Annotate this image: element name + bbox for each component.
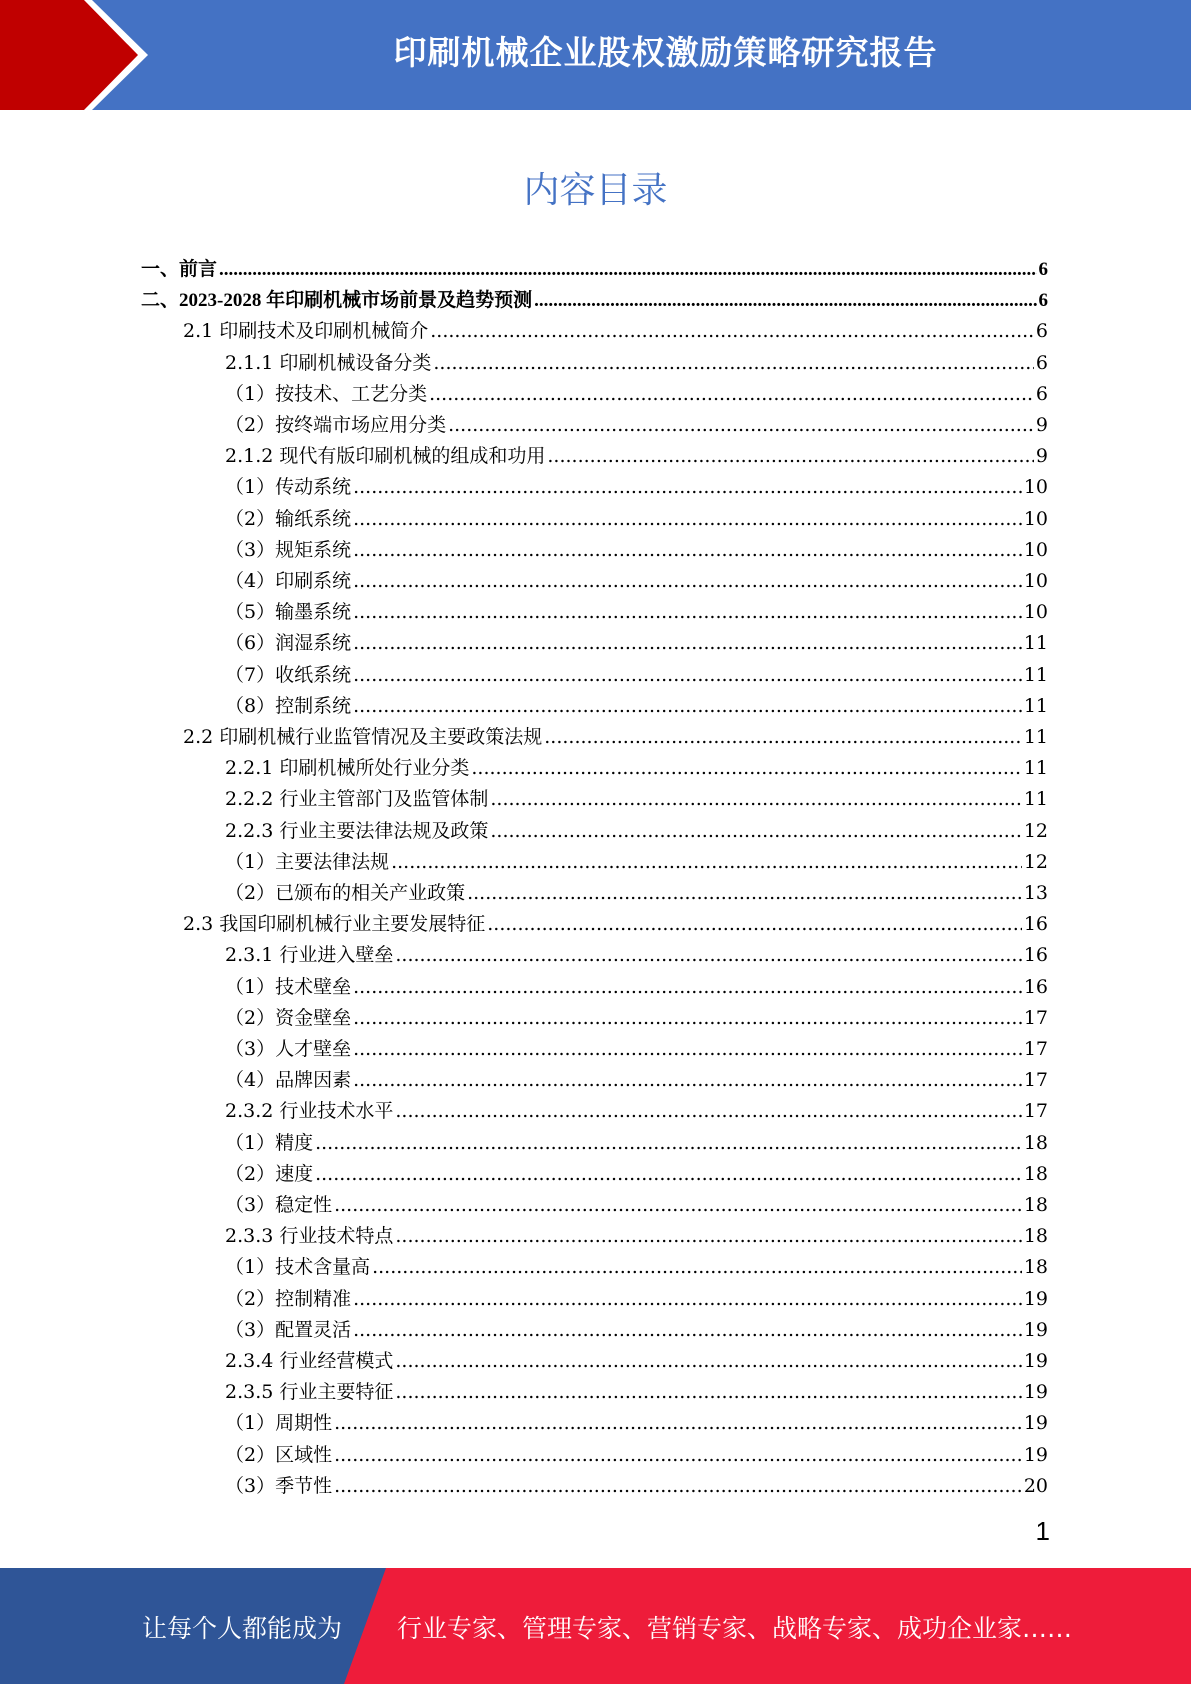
toc-dot-leader xyxy=(430,316,1034,347)
toc-entry[interactable] xyxy=(183,909,1048,940)
toc-entry[interactable] xyxy=(225,566,1048,597)
toc-dot-leader xyxy=(353,1315,1022,1346)
toc-entry[interactable] xyxy=(225,1190,1048,1221)
toc-entry[interactable] xyxy=(225,1034,1048,1065)
toc-dot-leader xyxy=(395,1346,1021,1377)
toc-entry-page: 16 xyxy=(1023,944,1048,967)
toc-entry-title: （2）区域性 xyxy=(225,1443,333,1466)
toc-dot-leader xyxy=(487,909,1022,940)
toc-dot-leader xyxy=(334,1190,1022,1221)
toc-entry-title: （3）人才壁垒 xyxy=(225,1038,352,1060)
toc-entry-page: 18 xyxy=(1023,1131,1048,1154)
toc-entry-page: 9 xyxy=(1035,445,1048,468)
toc-entry-page: 10 xyxy=(1023,476,1048,499)
toc-entry-page: 19 xyxy=(1023,1350,1048,1372)
toc-entry[interactable] xyxy=(225,847,1048,878)
toc-dot-leader xyxy=(395,940,1021,971)
toc-entry[interactable] xyxy=(225,1252,1048,1283)
toc-entry-title: 2.1.1 印刷机械设备分类 xyxy=(225,351,432,374)
toc-entry-page: 6 xyxy=(1038,259,1048,280)
toc-dot-leader xyxy=(395,1221,1021,1252)
toc-entry-title: 2.1 印刷技术及印刷机械简介 xyxy=(183,320,429,343)
toc-entry[interactable] xyxy=(225,1315,1048,1346)
toc-dot-leader xyxy=(334,1471,1022,1502)
toc-entry-title: （2）按终端市场应用分类 xyxy=(225,414,447,436)
toc-entry[interactable] xyxy=(225,1377,1048,1408)
toc-dot-leader xyxy=(490,784,1021,815)
toc-entry-title: （2）输纸系统 xyxy=(225,507,352,530)
toc-entry[interactable] xyxy=(225,348,1048,379)
toc-dot-leader xyxy=(315,1128,1022,1159)
toc-entry[interactable] xyxy=(225,1471,1048,1502)
toc-entry-title: （1）精度 xyxy=(225,1131,314,1154)
toc-entry[interactable] xyxy=(225,379,1048,410)
toc-entry-page: 12 xyxy=(1023,850,1048,873)
toc-entry-page: 18 xyxy=(1023,1225,1048,1248)
toc-entry[interactable] xyxy=(225,1221,1048,1252)
toc-entry[interactable] xyxy=(225,784,1048,815)
toc-entry[interactable] xyxy=(141,254,1048,285)
toc-entry-page: 17 xyxy=(1023,1100,1048,1123)
toc-entry-title: 2.2 印刷机械行业监管情况及主要政策法规 xyxy=(183,726,543,748)
toc-dot-leader xyxy=(353,504,1022,535)
page-footer xyxy=(0,1568,1191,1684)
toc-dot-leader xyxy=(353,1065,1022,1096)
toc-dot-leader xyxy=(429,379,1034,410)
toc-entry-title: （3）季节性 xyxy=(225,1474,333,1497)
toc-entry-page: 9 xyxy=(1035,414,1048,436)
toc-entry-page: 11 xyxy=(1023,632,1048,655)
toc-entry[interactable] xyxy=(225,597,1048,628)
toc-entry-page: 10 xyxy=(1023,507,1048,530)
toc-entry[interactable] xyxy=(141,285,1048,316)
toc-dot-leader xyxy=(334,1440,1022,1471)
toc-entry-page: 17 xyxy=(1023,1069,1048,1092)
toc-dot-leader xyxy=(353,628,1022,659)
toc-entry-page: 18 xyxy=(1023,1162,1048,1185)
toc-dot-leader xyxy=(353,1003,1022,1034)
toc-entry-title: 二、2023-2028 年印刷机械市场前景及趋势预测 xyxy=(141,290,533,312)
toc-dot-leader xyxy=(544,722,1022,753)
toc-entry-page: 10 xyxy=(1023,601,1048,624)
toc-entry-page: 13 xyxy=(1023,882,1048,904)
toc-entry-page: 19 xyxy=(1023,1318,1048,1341)
toc-entry-title: （3）配置灵活 xyxy=(225,1318,352,1341)
toc-entry-page: 6 xyxy=(1035,320,1048,343)
footer-slogan-right: 行业专家、管理专家、营销专家、战略专家、成功企业家…… xyxy=(397,1614,1073,1643)
toc-entry-title: 2.3.2 行业技术水平 xyxy=(225,1100,394,1123)
toc-entry-page: 10 xyxy=(1023,570,1048,592)
toc-dot-leader xyxy=(534,285,1036,316)
toc-dot-leader xyxy=(372,1252,1022,1283)
toc-dot-leader xyxy=(353,535,1022,566)
toc-dot-leader xyxy=(467,878,1022,909)
toc-entry-page: 18 xyxy=(1023,1256,1048,1279)
toc-entry-title: 一、前言 xyxy=(141,259,218,280)
toc-dot-leader xyxy=(395,1096,1021,1127)
toc-entry-page: 17 xyxy=(1023,1038,1048,1060)
toc-entry[interactable] xyxy=(225,816,1048,847)
toc-entry-title: 2.3.3 行业技术特点 xyxy=(225,1225,394,1248)
toc-entry-title: （3）规矩系统 xyxy=(225,538,352,561)
toc-entry[interactable] xyxy=(225,1346,1048,1377)
toc-entry[interactable] xyxy=(225,1096,1048,1127)
toc-entry[interactable] xyxy=(225,1440,1048,1471)
toc-entry-page: 11 xyxy=(1023,663,1048,686)
toc-entry-title: （3）稳定性 xyxy=(225,1194,333,1216)
toc-entry-title: （1）技术含量高 xyxy=(225,1256,371,1279)
toc-entry-title: 2.3.4 行业经营模式 xyxy=(225,1350,394,1372)
toc-entry[interactable] xyxy=(225,972,1048,1003)
toc-entry[interactable] xyxy=(225,441,1048,472)
toc-entry-page: 17 xyxy=(1023,1006,1048,1029)
toc-entry[interactable] xyxy=(225,1128,1048,1159)
footer-slogan-left: 让每个人都能成为 xyxy=(142,1614,343,1643)
toc-entry-page: 19 xyxy=(1023,1381,1048,1404)
toc-dot-leader xyxy=(490,816,1021,847)
report-title: 印刷机械企业股权激励策略研究报告 xyxy=(393,33,938,72)
toc-dot-leader xyxy=(353,691,1022,722)
toc-entry-title: （4）品牌因素 xyxy=(225,1069,352,1092)
toc-entry-title: （1）周期性 xyxy=(225,1412,333,1435)
toc-entry[interactable] xyxy=(225,691,1048,722)
toc-entry-page: 6 xyxy=(1035,382,1048,405)
toc-entry[interactable] xyxy=(225,1065,1048,1096)
toc-entry[interactable] xyxy=(183,316,1048,347)
toc-entry-page: 6 xyxy=(1038,290,1048,312)
toc-entry[interactable] xyxy=(225,410,1048,441)
toc-entry-title: （4）印刷系统 xyxy=(225,570,352,592)
toc-heading: 内容目录 xyxy=(523,170,668,211)
toc-entry-title: （2）已颁布的相关产业政策 xyxy=(225,882,466,904)
toc-entry-title: 2.2.2 行业主管部门及监管体制 xyxy=(225,788,489,811)
toc-entry[interactable] xyxy=(183,722,1048,753)
toc-entry-title: （1）技术壁垒 xyxy=(225,975,352,998)
toc-entry-title: （2）资金壁垒 xyxy=(225,1006,352,1029)
toc-dot-leader xyxy=(334,1408,1022,1439)
page-number: 1 xyxy=(1035,1516,1050,1546)
toc-entry-page: 19 xyxy=(1023,1412,1048,1435)
toc-entry-title: （2）控制精准 xyxy=(225,1287,352,1310)
toc-entry-title: 2.3.1 行业进入壁垒 xyxy=(225,944,394,967)
toc-entry-page: 20 xyxy=(1023,1474,1048,1497)
toc-dot-leader xyxy=(353,566,1022,597)
toc-entry-page: 18 xyxy=(1023,1194,1048,1216)
toc-entry-title: （1）传动系统 xyxy=(225,476,352,499)
toc-entry-page: 11 xyxy=(1023,694,1048,717)
toc-entry-page: 19 xyxy=(1023,1443,1048,1466)
toc-entry[interactable] xyxy=(225,535,1048,566)
toc-entry-title: （1）按技术、工艺分类 xyxy=(225,382,428,405)
toc-entry-page: 11 xyxy=(1023,757,1048,780)
toc-entry[interactable] xyxy=(225,1159,1048,1190)
toc-dot-leader xyxy=(471,753,1021,784)
toc-entry[interactable] xyxy=(225,753,1048,784)
toc-entry-title: 2.1.2 现代有版印刷机械的组成和功用 xyxy=(225,445,546,468)
toc-entry-title: 2.2.1 印刷机械所处行业分类 xyxy=(225,757,470,780)
toc-dot-leader xyxy=(547,441,1034,472)
toc-entry-page: 16 xyxy=(1023,913,1048,936)
toc-entry-page: 11 xyxy=(1023,788,1048,811)
toc-entry[interactable] xyxy=(225,628,1048,659)
toc-entry-title: （1）主要法律法规 xyxy=(225,850,390,873)
toc-entry-page: 19 xyxy=(1023,1287,1048,1310)
toc-dot-leader xyxy=(353,972,1022,1003)
toc-dot-leader xyxy=(353,1034,1022,1065)
toc-entry-page: 16 xyxy=(1023,975,1048,998)
toc-dot-leader xyxy=(391,847,1022,878)
toc-entry-title: 2.3 我国印刷机械行业主要发展特征 xyxy=(183,913,486,936)
toc-entry[interactable] xyxy=(225,660,1048,691)
toc-entry[interactable] xyxy=(225,472,1048,503)
toc-entry-title: （7）收纸系统 xyxy=(225,663,352,686)
toc-entry-title: （2）速度 xyxy=(225,1162,314,1185)
header-arrow-logo xyxy=(0,0,160,110)
toc-entry[interactable] xyxy=(225,940,1048,971)
toc-entry[interactable] xyxy=(225,504,1048,535)
toc-entry[interactable] xyxy=(225,1284,1048,1315)
toc-dot-leader xyxy=(353,1284,1022,1315)
page-header xyxy=(0,0,1191,110)
toc-entry[interactable] xyxy=(225,1408,1048,1439)
toc-entry-page: 6 xyxy=(1035,351,1048,374)
toc-entry-page: 10 xyxy=(1023,538,1048,561)
toc-entry-title: 2.3.5 行业主要特征 xyxy=(225,1381,394,1404)
toc-entry-title: （6）润湿系统 xyxy=(225,632,352,655)
toc-dot-leader xyxy=(395,1377,1021,1408)
toc-entry-title: （8）控制系统 xyxy=(225,694,352,717)
toc-dot-leader xyxy=(353,472,1022,503)
toc-entry-page: 12 xyxy=(1023,819,1048,842)
toc-dot-leader xyxy=(219,254,1036,285)
toc-dot-leader xyxy=(433,348,1034,379)
toc-entry[interactable] xyxy=(225,1003,1048,1034)
toc-entry-page: 11 xyxy=(1023,726,1048,748)
toc-dot-leader xyxy=(353,660,1022,691)
toc-dot-leader xyxy=(353,597,1022,628)
toc-entry[interactable] xyxy=(225,878,1048,909)
toc-dot-leader xyxy=(448,410,1034,441)
toc-entry-title: （5）输墨系统 xyxy=(225,601,352,624)
toc-entry-title: 2.2.3 行业主要法律法规及政策 xyxy=(225,819,489,842)
toc-dot-leader xyxy=(315,1159,1022,1190)
